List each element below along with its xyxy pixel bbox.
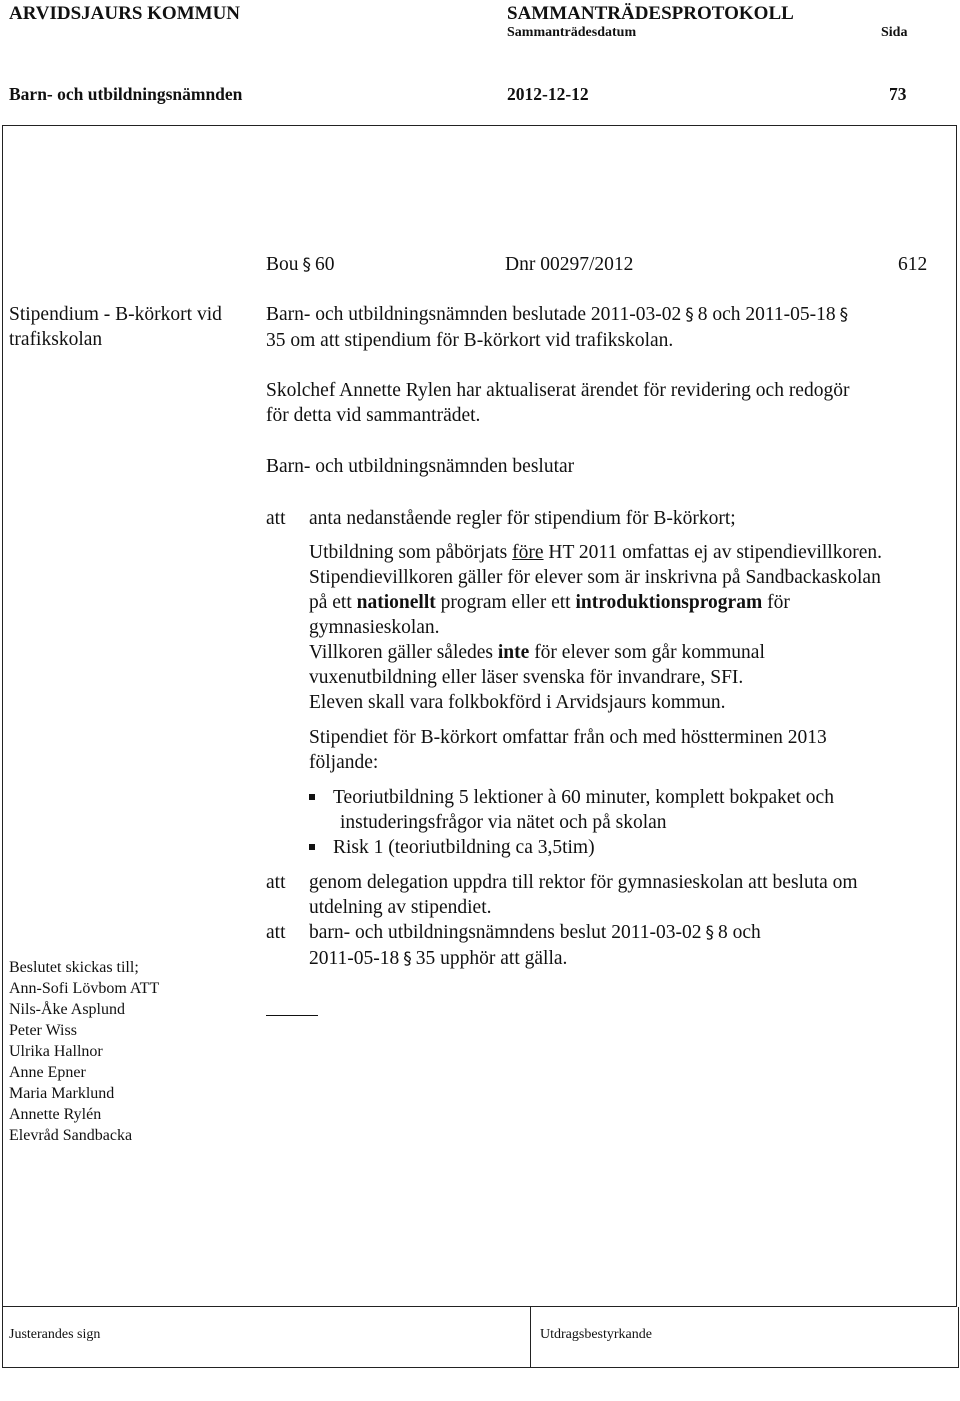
decision-item-3 <box>309 920 949 972</box>
list-item: Anne Epner <box>9 1064 86 1081</box>
list-item <box>309 835 834 860</box>
justifier-sign-label: Justerandes sign <box>9 1327 101 1342</box>
municipality-name: ARVIDSJAURS KOMMUN <box>9 3 241 24</box>
decision-item-2 <box>309 870 949 920</box>
case-prefix: Bou <box>266 254 299 275</box>
bullet-icon <box>309 844 315 850</box>
list-item: Nils-Åke Asplund <box>9 1001 125 1018</box>
scope-line2: följande: <box>309 752 379 773</box>
case-title <box>9 302 222 352</box>
item-3-text-c: 2011-05-18 <box>309 948 400 969</box>
page-number: 73 <box>889 84 907 104</box>
background-line1: Skolchef Annette Rylen har aktualiserat ärendet för revidering och redogör <box>266 380 850 401</box>
case-title-line2: trafikskolan <box>9 329 103 350</box>
list-item: Elevråd Sandbacka <box>9 1127 133 1144</box>
att-label: att <box>266 872 286 893</box>
bullet-2: Risk 1 (teoriutbildning ca 3,5tim) <box>333 837 595 858</box>
rule-2-text-c: program eller ett <box>435 592 576 613</box>
rules-block <box>309 540 949 715</box>
case-title-line1: Stipendium - B-körkort vid <box>9 304 222 325</box>
intro-text-c: 35 om att stipendium för B-körkort vid trafikskolan. <box>266 330 674 351</box>
scope-paragraph <box>309 725 949 775</box>
item-3-text-b: 8 och <box>717 922 761 943</box>
rule-3-bold: inte <box>497 642 530 663</box>
list-item: Maria Marklund <box>9 1085 115 1102</box>
rule-2-line3: gymnasieskolan. <box>309 617 440 638</box>
case-number: 60 <box>315 254 335 275</box>
list-item: Annette Rylén <box>9 1106 102 1123</box>
bullet-list <box>309 785 834 860</box>
case-reference <box>266 252 335 278</box>
rule-2-text-a: på ett <box>309 592 357 613</box>
rule-2-bold-2: introduktionsprogram <box>575 592 763 613</box>
att-label: att <box>266 922 286 943</box>
decision-heading: Barn- och utbildningsnämnden beslutar <box>266 456 575 477</box>
rule-1 <box>309 540 949 565</box>
rule-2-line1: Stipendievillkoren gäller för elever som är inskrivna på Sandbackaskolan <box>309 567 881 588</box>
distribution-list <box>9 957 159 1146</box>
rule-2-text-d: för <box>762 592 790 613</box>
rule-1-emphasis: före <box>512 542 544 563</box>
page-label: Sida <box>881 25 908 40</box>
meeting-date-label: Sammanträdesdatum <box>507 25 637 40</box>
item-2-line1: genom delegation uppdra till rektor för gymnasieskolan att besluta om <box>309 872 858 893</box>
rule-1-text-a: Utbildning som påbörjats <box>309 542 513 563</box>
diary-number: Dnr 00297/2012 <box>505 254 634 275</box>
bullet-1-line2: instuderingsfrågor via nätet och på skolan <box>340 812 667 833</box>
bullet-1-line1: Teoriutbildning 5 lektioner à 60 minuter, komplett bokpaket och <box>333 787 834 808</box>
section-sign: § <box>705 923 714 943</box>
scope-line1: Stipendiet för B-körkort omfattar från och med höstterminen 2013 <box>309 727 827 748</box>
list-item: Ulrika Hallnor <box>9 1043 103 1060</box>
distribution-heading: Beslutet skickas till; <box>9 959 139 976</box>
background-paragraph <box>266 378 956 428</box>
committee-name: Barn- och utbildningsnämnden <box>9 84 243 104</box>
bullet-icon <box>309 794 315 800</box>
signature-box <box>2 1307 959 1368</box>
rule-3-text-a: Villkoren gäller således <box>309 642 498 663</box>
document-type: SAMMANTRÄDESPROTOKOLL <box>507 3 794 24</box>
section-sign: § <box>685 305 694 325</box>
rule-3-text-c: för elever som går kommunal <box>529 642 765 663</box>
case-code: 612 <box>898 254 928 275</box>
intro-paragraph <box>266 302 946 353</box>
item-2-line2: utdelning av stipendiet. <box>309 897 492 918</box>
item-3-text-d: 35 upphör att gälla. <box>415 948 568 969</box>
decision-item-1: anta nedanstående regler för stipendium för B-körkort; <box>309 508 736 529</box>
footer-divider <box>530 1307 531 1367</box>
section-sign: § <box>839 305 849 325</box>
rule-3-line2: vuxenutbildning eller läser svenska för invandrare, SFI. <box>309 667 744 688</box>
rule-3-line1 <box>309 640 949 665</box>
rule-2-line2 <box>309 590 949 615</box>
rule-4: Eleven skall vara folkbokförd i Arvidsjaurs kommun. <box>309 692 726 713</box>
background-line2: för detta vid sammanträdet. <box>266 405 481 426</box>
extract-certification-label: Utdragsbestyrkande <box>540 1327 652 1342</box>
intro-text-b: 8 och 2011-05-18 <box>697 304 836 325</box>
meeting-date: 2012-12-12 <box>507 84 589 104</box>
section-sign: § <box>302 255 312 275</box>
item-3-text-a: barn- och utbildningsnämndens beslut 2011-03-02 <box>309 922 702 943</box>
list-item: Peter Wiss <box>9 1022 77 1039</box>
end-divider <box>266 1015 318 1016</box>
rule-1-text-b: HT 2011 omfattas ej av stipendievillkoren. <box>543 542 883 563</box>
list-item <box>309 785 834 810</box>
intro-text-a: Barn- och utbildningsnämnden beslutade 2011-03-02 <box>266 304 682 325</box>
list-item: Ann-Sofi Lövbom ATT <box>9 980 160 997</box>
section-sign: § <box>403 949 412 969</box>
att-label: att <box>266 508 286 529</box>
rule-2-bold-1: nationellt <box>356 592 436 613</box>
